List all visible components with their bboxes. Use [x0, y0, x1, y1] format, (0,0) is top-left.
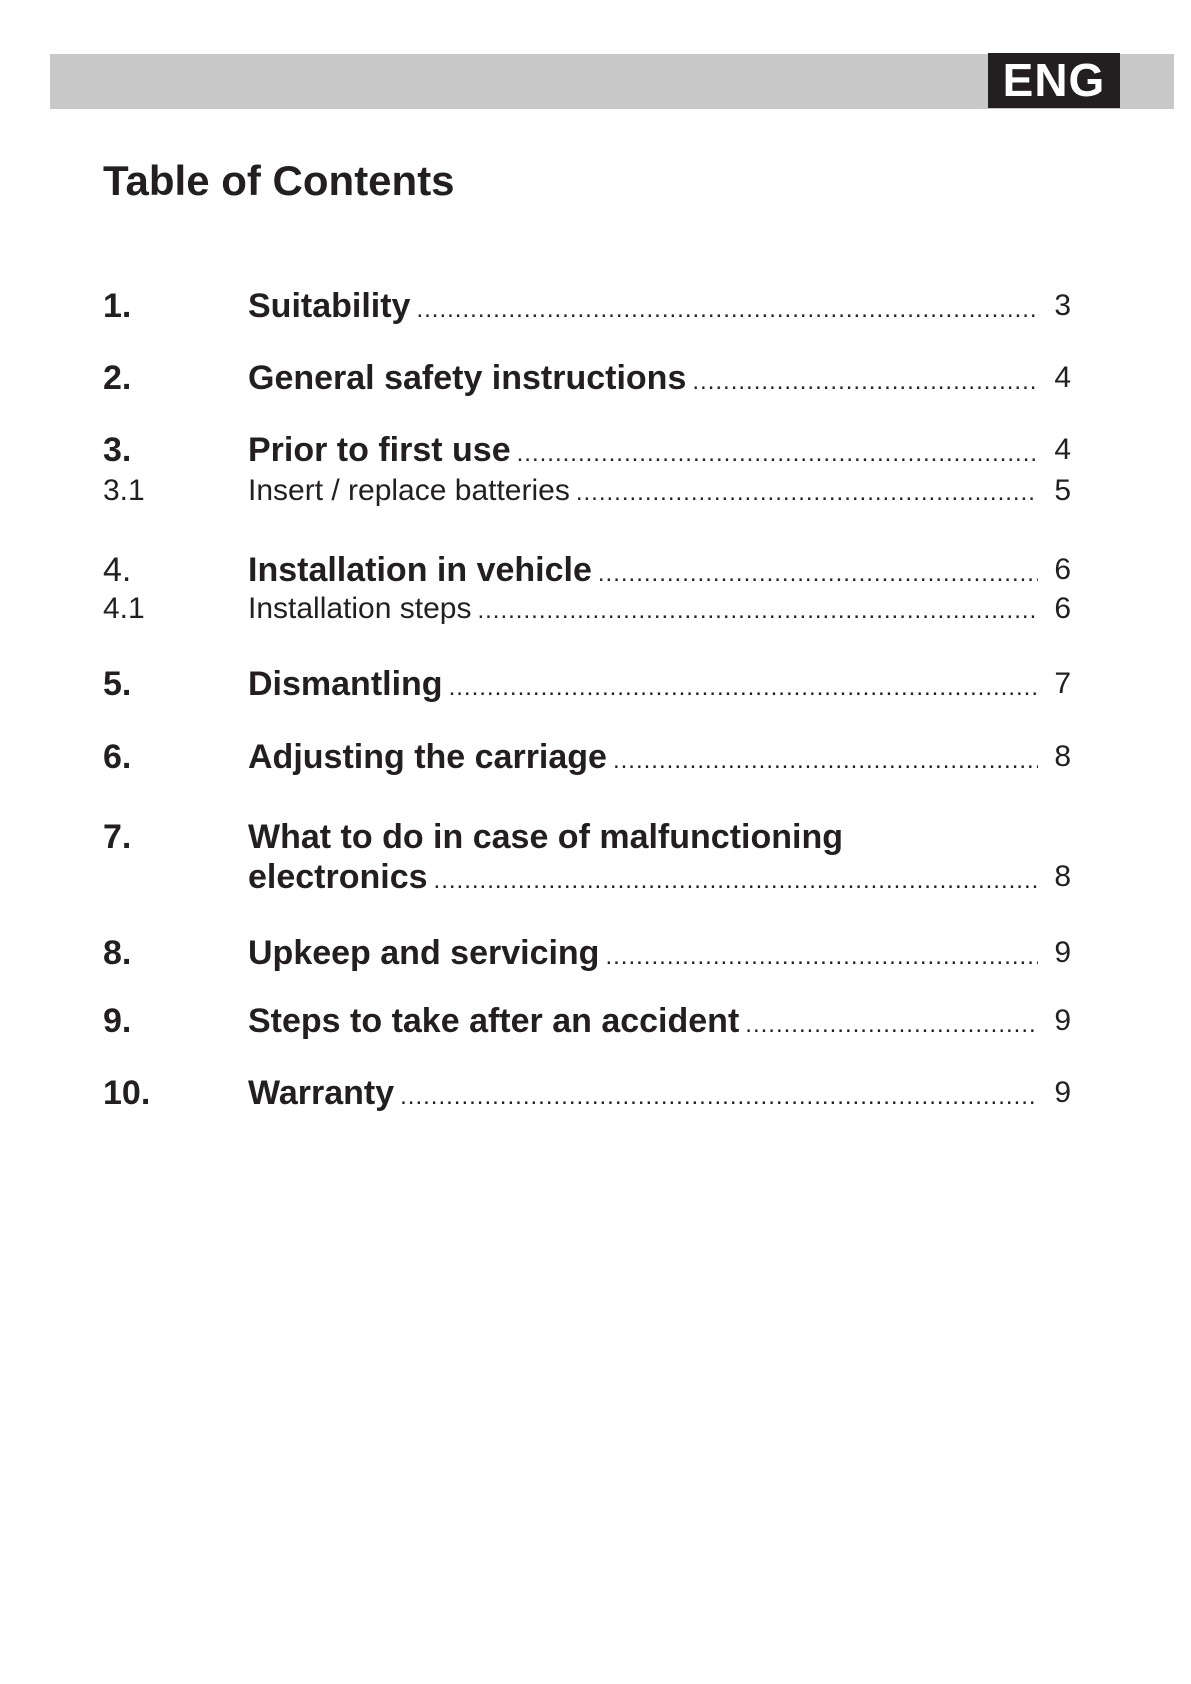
table-of-contents: [103, 0, 1071, 1684]
toc-page-number: 5: [1054, 474, 1071, 507]
dot-leader: [605, 937, 1038, 977]
toc-title: Steps to take after an accident: [248, 1002, 740, 1040]
toc-page-number: 7: [1054, 667, 1071, 700]
dot-leader: [434, 861, 1038, 901]
toc-entry-5[interactable]: [103, 664, 1071, 704]
toc-entry-3-1[interactable]: [103, 471, 1071, 511]
toc-title-line-2: electronics: [248, 858, 428, 896]
dot-leader: [576, 473, 1038, 513]
toc-number: 8.: [103, 934, 132, 972]
toc-entry-6[interactable]: [103, 737, 1071, 777]
dot-leader: [613, 741, 1038, 781]
toc-page-number: 9: [1054, 1076, 1071, 1109]
toc-number: 7.: [103, 818, 132, 856]
toc-number: 5.: [103, 665, 132, 703]
toc-title: Suitability: [248, 287, 411, 325]
toc-title: Dismantling: [248, 665, 443, 703]
toc-number: 1.: [103, 287, 132, 325]
dot-leader: [400, 1077, 1038, 1117]
toc-entry-3[interactable]: [103, 430, 1071, 470]
toc-entry-1[interactable]: [103, 286, 1071, 326]
toc-page-number: 4: [1054, 361, 1071, 394]
dot-leader: [416, 290, 1038, 330]
toc-title: Installation steps: [248, 592, 472, 625]
toc-number: 4.: [103, 551, 132, 589]
toc-number: 9.: [103, 1002, 132, 1040]
toc-entry-7[interactable]: [103, 817, 1071, 897]
toc-title: Installation in vehicle: [248, 551, 592, 589]
language-badge: ENG: [988, 53, 1120, 108]
toc-number: 3.: [103, 431, 132, 469]
toc-number: 2.: [103, 359, 132, 397]
toc-number: 6.: [103, 738, 132, 776]
dot-leader: [745, 1005, 1038, 1045]
dot-leader: [477, 591, 1038, 631]
toc-entry-9[interactable]: [103, 1001, 1071, 1041]
toc-page-number: 9: [1054, 936, 1071, 969]
toc-title-line-1: What to do in case of malfunctioning: [248, 818, 843, 856]
toc-title: Adjusting the carriage: [248, 738, 607, 776]
toc-entry-2[interactable]: [103, 358, 1071, 398]
toc-entry-4[interactable]: [103, 550, 1071, 590]
toc-number: 10.: [103, 1074, 151, 1112]
toc-page-number: 8: [1054, 860, 1071, 893]
toc-title: Prior to first use: [248, 431, 511, 469]
toc-page-number: 6: [1054, 553, 1071, 586]
toc-page-number: 8: [1054, 740, 1071, 773]
toc-page-number: 9: [1054, 1004, 1071, 1037]
toc-number: 4.1: [103, 592, 145, 625]
toc-title: Insert / replace batteries: [248, 474, 570, 507]
toc-title: General safety instructions: [248, 359, 687, 397]
toc-page-number: 6: [1054, 592, 1071, 625]
dot-leader: [517, 434, 1038, 474]
dot-leader: [449, 668, 1038, 708]
toc-title: Warranty: [248, 1074, 395, 1112]
toc-entry-10[interactable]: [103, 1073, 1071, 1113]
toc-page-number: 3: [1054, 289, 1071, 322]
toc-number: 3.1: [103, 474, 145, 507]
toc-page-number: 4: [1054, 433, 1071, 466]
toc-entry-8[interactable]: [103, 933, 1071, 973]
page-title: Table of Contents: [103, 157, 455, 204]
dot-leader: [692, 362, 1038, 402]
toc-entry-4-1[interactable]: [103, 589, 1071, 629]
toc-title: Upkeep and servicing: [248, 934, 600, 972]
dot-leader: [598, 554, 1038, 594]
